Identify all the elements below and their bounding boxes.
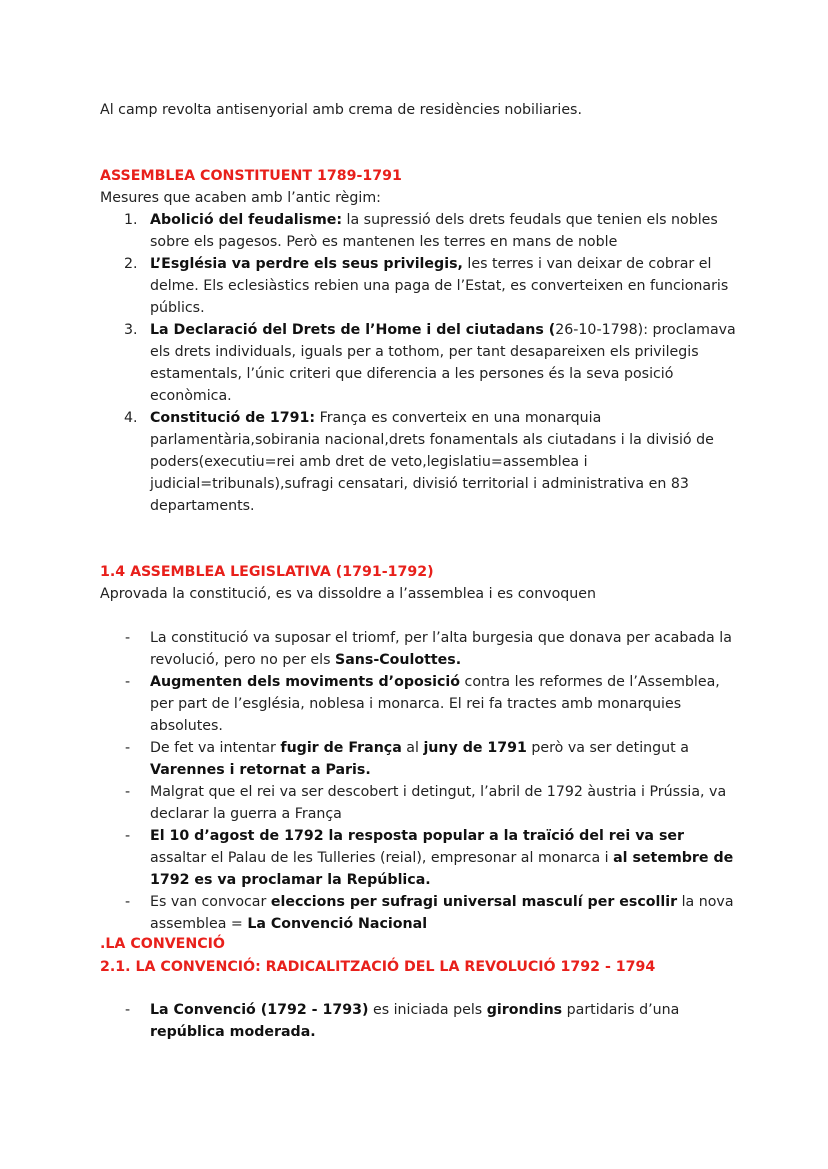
intro-text: Al camp revolta antisenyorial amb crema de residències nobiliaries.	[100, 102, 582, 118]
list-item: - De fet va intentar fugir de França al juny de 1791 però va ser detingut a Varennes i retornat a Paris.	[125, 740, 689, 778]
list-item: 1. Abolició del feudalisme: la supressió dels drets feudals que tenien els nobles sobre els pagesos. Però es mantenen les terres en mans de noble	[124, 212, 718, 250]
subtitle-constituent: Mesures que acaben amb l’antic règim:	[100, 190, 381, 206]
heading-assemblea-constituent: ASSEMBLEA CONSTITUENT 1789-1791	[100, 168, 402, 184]
list-item: - Es van convocar eleccions per sufragi universal masculí per escollir la nova assemblea = La Convenció Nacional	[125, 894, 734, 932]
list-item: 2. L’Església va perdre els seus privilegis, les terres i van deixar de cobrar el delme. Els eclesiàstics rebien una paga de l’Estat, es converteixen en funcionaris públics.	[124, 256, 729, 316]
convencio-list	[100, 999, 736, 1043]
subtitle-legislativa: Aprovada la constitució, es va dissoldre a l’assemblea i es convoquen	[100, 586, 596, 602]
list-item: - La constitució va suposar el triomf, per l’alta burgesia que donava per acabada la revolució, pero no per els Sans-Coulottes.	[125, 630, 732, 668]
legislativa-list	[100, 627, 736, 935]
heading-assemblea-legislativa: 1.4 ASSEMBLEA LEGISLATIVA (1791-1792)	[100, 564, 434, 580]
constituent-list	[100, 209, 736, 517]
list-item: 4. Constitució de 1791: França es converteix en una monarquia parlamentària,sobirania nacional,drets fonamentals als ciutadans i la divisió de poders(executiu=rei amb dret de veto,legislatiu=assemblea i judicial=tribunals),sufragi censatari, divisió territorial i administrativa en 83 departaments.	[124, 410, 714, 514]
list-item: - El 10 d’agost de 1792 la resposta popular a la traïció del rei va ser assaltar el Palau de les Tulleries (reial), empresonar al monarca i al setembre de 1792 es va proclamar la República.	[125, 828, 734, 888]
list-item: 3. La Declaració del Drets de l’Home i del ciutadans (26-10-1798): proclamava els drets individuals, iguals per a tothom, per tant desapareixen els privilegis estamentals, l’únic criteri que diferencia a les persones és la seva posició econòmica.	[124, 322, 736, 404]
heading-la-convencio: .LA CONVENCIÓ	[100, 936, 225, 952]
list-item: - La Convenció (1792 - 1793) es iniciada pels girondins partidaris d’una república moderada.	[125, 1002, 680, 1040]
list-item: - Malgrat que el rei va ser descobert i detingut, l’abril de 1792 àustria i Prússia, va declarar la guerra a França	[125, 784, 727, 822]
heading-radicalitzacio: 2.1. LA CONVENCIÓ: RADICALITZACIÓ DEL LA REVOLUCIÓ 1792 - 1794	[100, 959, 656, 975]
list-item: - Augmenten dels moviments d’oposició contra les reformes de l’Assemblea, per part de l’església, noblesa i monarca. El rei fa tractes amb monarquies absolutes.	[125, 674, 720, 734]
